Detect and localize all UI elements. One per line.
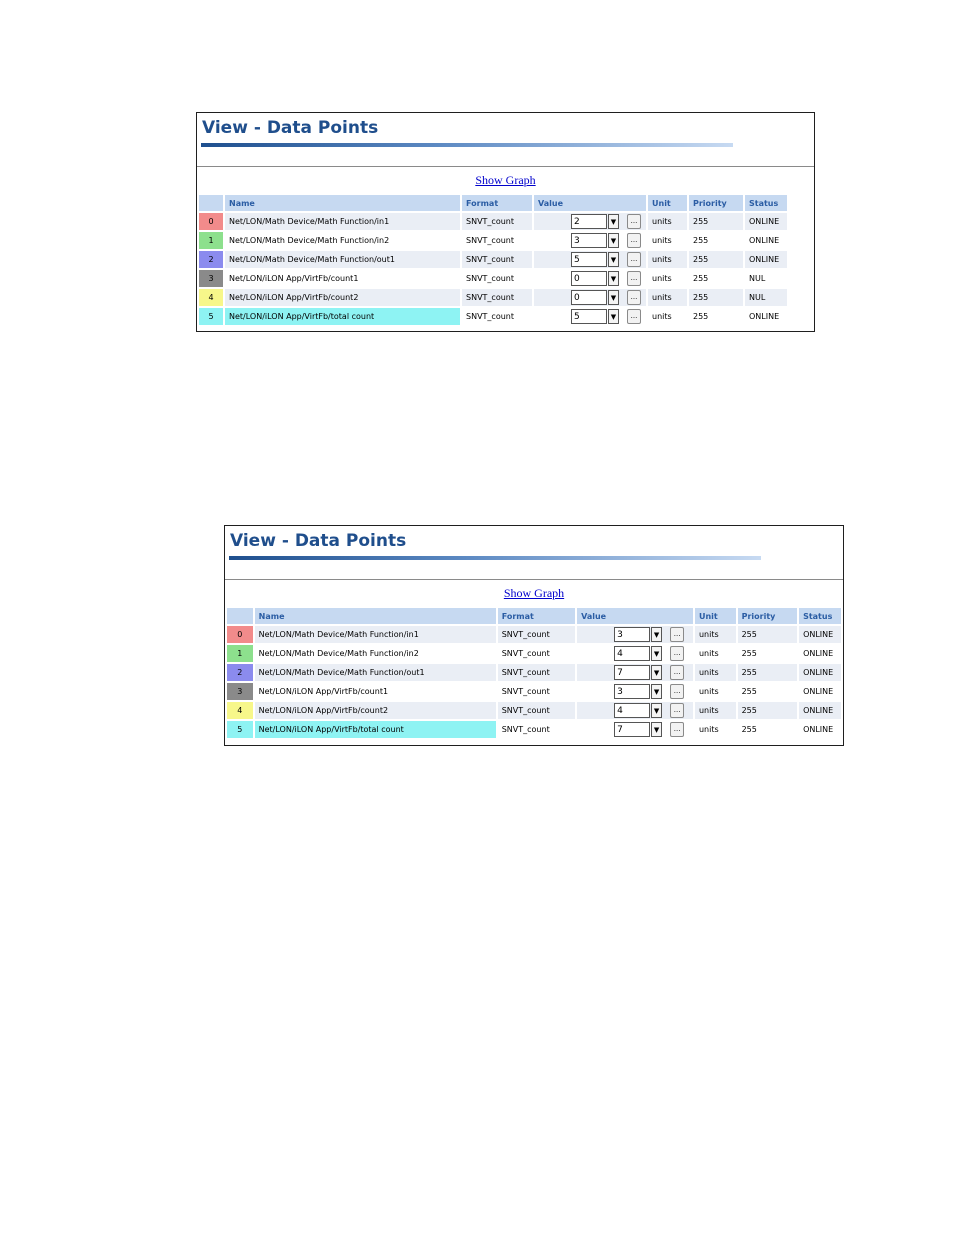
value-input[interactable]: 0 [571, 290, 607, 305]
page-title: View - Data Points [230, 531, 407, 551]
point-value-cell [534, 251, 646, 268]
table-row[interactable] [227, 664, 841, 681]
chevron-down-icon[interactable]: ▼ [651, 684, 662, 699]
point-status: ONLINE [799, 683, 841, 700]
table-header-row [199, 195, 787, 211]
panel-header [225, 526, 843, 580]
point-name[interactable]: Net/LON/Math Device/Math Function/in1 [255, 626, 496, 643]
row-index: 4 [227, 702, 253, 719]
point-format: SNVT_count [498, 683, 575, 700]
chevron-down-icon[interactable]: ▼ [651, 722, 662, 737]
point-status: ONLINE [799, 721, 841, 738]
point-unit: units [648, 270, 687, 287]
priority-column-header[interactable]: Priority [738, 608, 797, 624]
point-priority: 255 [738, 721, 797, 738]
table-row[interactable] [227, 626, 841, 643]
point-format: SNVT_count [462, 251, 532, 268]
point-status: ONLINE [799, 645, 841, 662]
value-input[interactable]: 0 [571, 271, 607, 286]
chevron-down-icon[interactable]: ▼ [608, 252, 619, 267]
chevron-down-icon[interactable]: ▼ [651, 627, 662, 642]
value-input[interactable]: 4 [614, 703, 650, 718]
more-button[interactable]: ... [670, 627, 684, 642]
point-value-cell [577, 664, 693, 681]
point-format: SNVT_count [462, 289, 532, 306]
point-unit: units [695, 664, 736, 681]
value-input[interactable]: 3 [571, 233, 607, 248]
page-title: View - Data Points [202, 118, 379, 138]
value-input[interactable]: 3 [614, 627, 650, 642]
table-row[interactable] [227, 721, 841, 738]
value-input[interactable]: 5 [571, 252, 607, 267]
name-column-header[interactable]: Name [225, 195, 460, 211]
point-format: SNVT_count [498, 626, 575, 643]
point-name[interactable]: Net/LON/iLON App/VirtFb/total count [225, 308, 460, 325]
show-graph-link[interactable]: Show Graph [503, 586, 565, 600]
row-index: 1 [227, 645, 253, 662]
more-button[interactable]: ... [627, 252, 641, 267]
point-priority: 255 [689, 232, 743, 249]
point-value-cell [534, 232, 646, 249]
point-value-cell [534, 289, 646, 306]
row-index: 2 [199, 251, 223, 268]
point-name[interactable]: Net/LON/iLON App/VirtFb/count1 [225, 270, 460, 287]
table-row[interactable] [199, 232, 787, 249]
chevron-down-icon[interactable]: ▼ [608, 214, 619, 229]
show-graph-link[interactable]: Show Graph [475, 173, 536, 187]
point-value-cell [534, 308, 646, 325]
index-column-header [227, 608, 253, 624]
graph-link-row [197, 167, 814, 193]
value-input[interactable]: 4 [614, 646, 650, 661]
more-button[interactable]: ... [670, 703, 684, 718]
point-unit: units [648, 213, 687, 230]
value-input[interactable]: 7 [614, 722, 650, 737]
point-format: SNVT_count [498, 645, 575, 662]
chevron-down-icon[interactable]: ▼ [651, 646, 662, 661]
chevron-down-icon[interactable]: ▼ [608, 309, 619, 324]
point-name[interactable]: Net/LON/Math Device/Math Function/out1 [225, 251, 460, 268]
point-name[interactable]: Net/LON/iLON App/VirtFb/count2 [225, 289, 460, 306]
point-name[interactable]: Net/LON/iLON App/VirtFb/total count [255, 721, 496, 738]
unit-column-header[interactable]: Unit [695, 608, 736, 624]
table-row[interactable] [199, 270, 787, 287]
table-row[interactable] [199, 251, 787, 268]
table-row[interactable] [199, 289, 787, 306]
point-priority: 255 [738, 664, 797, 681]
row-index: 4 [199, 289, 223, 306]
table-row[interactable] [227, 645, 841, 662]
data-points-panel-before [196, 112, 815, 332]
row-index: 5 [227, 721, 253, 738]
more-button[interactable]: ... [670, 684, 684, 699]
point-status: ONLINE [799, 664, 841, 681]
table-header-row [227, 608, 841, 624]
point-format: SNVT_count [462, 232, 532, 249]
table-row[interactable] [199, 308, 787, 325]
point-name[interactable]: Net/LON/Math Device/Math Function/out1 [255, 664, 496, 681]
point-format: SNVT_count [498, 721, 575, 738]
point-status: ONLINE [799, 702, 841, 719]
row-index: 5 [199, 308, 223, 325]
point-name[interactable]: Net/LON/Math Device/Math Function/in2 [255, 645, 496, 662]
point-value-cell [577, 626, 693, 643]
index-column-header [199, 195, 223, 211]
unit-column-header[interactable]: Unit [648, 195, 687, 211]
more-button[interactable]: ... [627, 309, 641, 324]
value-input[interactable]: 3 [614, 684, 650, 699]
more-button[interactable]: ... [627, 271, 641, 286]
row-index: 1 [199, 232, 223, 249]
value-column-header[interactable]: Value [534, 195, 646, 211]
row-index: 0 [227, 626, 253, 643]
more-button[interactable]: ... [670, 646, 684, 661]
point-name[interactable]: Net/LON/Math Device/Math Function/in1 [225, 213, 460, 230]
value-input[interactable]: 2 [571, 214, 607, 229]
chevron-down-icon[interactable]: ▼ [608, 290, 619, 305]
point-status: NUL [745, 270, 787, 287]
point-priority: 255 [689, 270, 743, 287]
point-format: SNVT_count [498, 664, 575, 681]
table-row[interactable] [227, 702, 841, 719]
point-format: SNVT_count [462, 270, 532, 287]
point-status: ONLINE [745, 213, 787, 230]
point-status: ONLINE [745, 251, 787, 268]
point-format: SNVT_count [498, 702, 575, 719]
point-status: NUL [745, 289, 787, 306]
point-status: ONLINE [745, 308, 787, 325]
point-value-cell [577, 702, 693, 719]
row-index: 0 [199, 213, 223, 230]
value-input[interactable]: 5 [571, 309, 607, 324]
format-column-header[interactable]: Format [462, 195, 532, 211]
value-input[interactable]: 7 [614, 665, 650, 680]
point-name[interactable]: Net/LON/iLON App/VirtFb/count1 [255, 683, 496, 700]
point-unit: units [695, 645, 736, 662]
chevron-down-icon[interactable]: ▼ [608, 271, 619, 286]
point-priority: 255 [689, 251, 743, 268]
title-underline [229, 556, 761, 560]
point-name[interactable]: Net/LON/Math Device/Math Function/in2 [225, 232, 460, 249]
more-button[interactable]: ... [627, 214, 641, 229]
priority-column-header[interactable]: Priority [689, 195, 743, 211]
data-points-table [225, 606, 843, 740]
point-format: SNVT_count [462, 308, 532, 325]
point-value-cell [577, 645, 693, 662]
point-value-cell [534, 270, 646, 287]
point-priority: 255 [738, 683, 797, 700]
point-priority: 255 [738, 626, 797, 643]
point-priority: 255 [689, 213, 743, 230]
status-column-header[interactable]: Status [745, 195, 787, 211]
point-value-cell [534, 213, 646, 230]
format-column-header[interactable]: Format [498, 608, 575, 624]
point-priority: 255 [689, 289, 743, 306]
point-unit: units [648, 289, 687, 306]
data-points-panel-after [224, 525, 844, 746]
point-name[interactable]: Net/LON/iLON App/VirtFb/count2 [255, 702, 496, 719]
point-status: ONLINE [745, 232, 787, 249]
panel-header [197, 113, 814, 167]
point-unit: units [648, 308, 687, 325]
graph-link-row [225, 580, 843, 606]
title-underline [201, 143, 733, 147]
point-unit: units [695, 683, 736, 700]
data-points-table [197, 193, 789, 327]
chevron-down-icon[interactable]: ▼ [608, 233, 619, 248]
point-unit: units [648, 232, 687, 249]
table-row[interactable] [199, 213, 787, 230]
row-index: 3 [227, 683, 253, 700]
point-unit: units [695, 721, 736, 738]
row-index: 2 [227, 664, 253, 681]
point-value-cell [577, 721, 693, 738]
more-button[interactable]: ... [670, 722, 684, 737]
point-unit: units [695, 626, 736, 643]
chevron-down-icon[interactable]: ▼ [651, 703, 662, 718]
chevron-down-icon[interactable]: ▼ [651, 665, 662, 680]
point-unit: units [695, 702, 736, 719]
point-format: SNVT_count [462, 213, 532, 230]
point-unit: units [648, 251, 687, 268]
point-value-cell [577, 683, 693, 700]
name-column-header[interactable]: Name [255, 608, 496, 624]
status-column-header[interactable]: Status [799, 608, 841, 624]
point-priority: 255 [738, 702, 797, 719]
more-button[interactable]: ... [627, 233, 641, 248]
row-index: 3 [199, 270, 223, 287]
point-priority: 255 [689, 308, 743, 325]
point-status: ONLINE [799, 626, 841, 643]
more-button[interactable]: ... [670, 665, 684, 680]
value-column-header[interactable]: Value [577, 608, 693, 624]
table-row[interactable] [227, 683, 841, 700]
point-priority: 255 [738, 645, 797, 662]
more-button[interactable]: ... [627, 290, 641, 305]
